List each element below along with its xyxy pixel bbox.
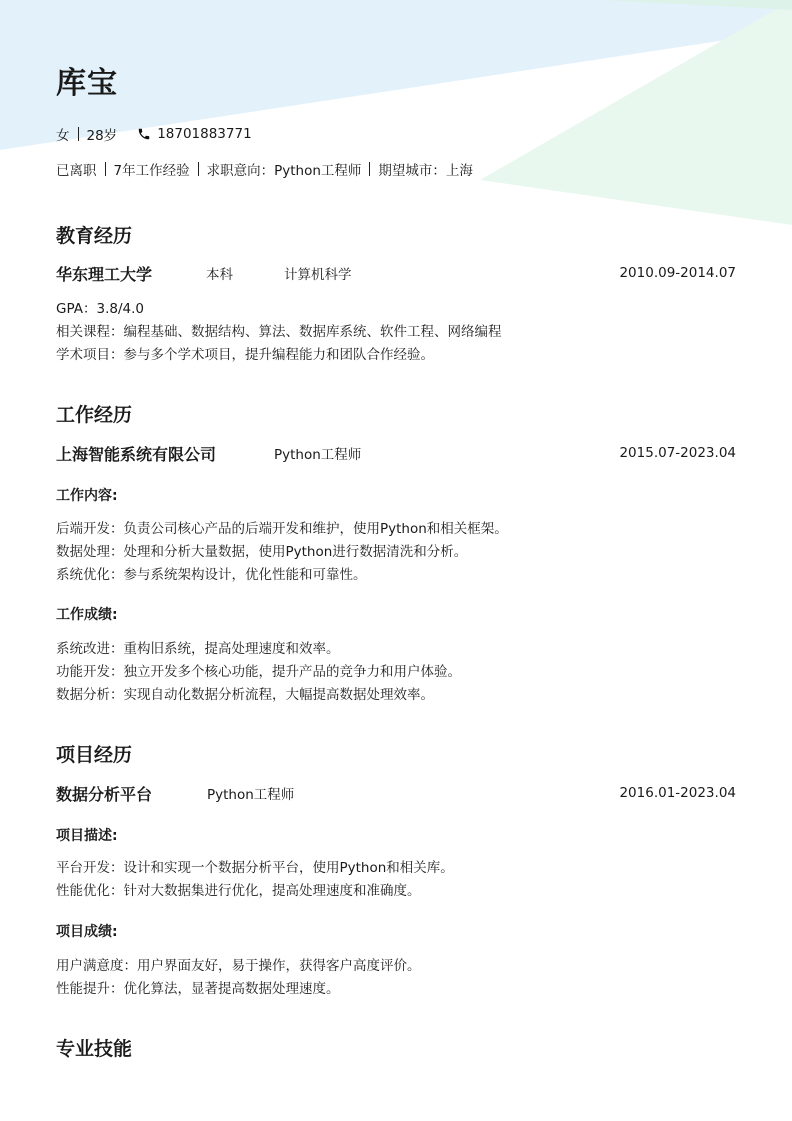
project-desc-title: 项目描述: [56, 828, 118, 844]
skills-section-title: 专业技能 [56, 1038, 133, 1060]
work-content-line: 数据处理：处理和分析大量数据，使用Python进行数据清洗和分析。 [56, 544, 468, 560]
job-role: Python工程师 [274, 447, 362, 463]
work-content-title: 工作内容: [56, 488, 118, 504]
phone-icon [137, 127, 151, 141]
candidate-name: 库宝 [56, 66, 118, 101]
phone-number: 18701883771 [157, 126, 252, 142]
project-entry-header [56, 782, 736, 804]
job-intent: 求职意向：Python工程师 [206, 163, 362, 179]
divider [198, 162, 199, 176]
work-achievements [56, 638, 461, 707]
education-line: GPA：3.8/4.0 [56, 301, 144, 317]
gender: 女 [56, 128, 70, 144]
work-achievement-line: 功能开发：独立开发多个核心功能，提升产品的竞争力和用户体验。 [56, 664, 461, 680]
education-section-title: 教育经历 [56, 225, 133, 247]
header-background [0, 0, 792, 240]
divider [105, 162, 106, 176]
employment-status: 已离职 [56, 163, 97, 179]
degree: 本科 [206, 267, 233, 283]
project-description [56, 857, 454, 903]
work-experience: 7年工作经验 [113, 163, 190, 179]
project-role: Python工程师 [207, 787, 295, 803]
work-date: 2015.07-2023.04 [619, 445, 736, 461]
age: 28岁 [86, 128, 118, 144]
project-section-title: 项目经历 [56, 744, 133, 766]
education-details [56, 298, 502, 367]
job-status-line [56, 159, 473, 179]
school-name: 华东理工大学 [56, 264, 153, 284]
work-content-line: 后端开发：负责公司核心产品的后端开发和维护，使用Python和相关框架。 [56, 521, 508, 537]
project-desc-line: 性能优化：针对大数据集进行优化，提高处理速度和准确度。 [56, 883, 421, 899]
project-result-line: 用户满意度：用户界面友好，易于操作，获得客户高度评价。 [56, 958, 421, 974]
work-section-title: 工作经历 [56, 404, 133, 426]
project-results [56, 955, 421, 1001]
work-achievement-line: 数据分析：实现自动化数据分析流程，大幅提高数据处理效率。 [56, 687, 434, 703]
divider [78, 127, 79, 141]
divider [369, 162, 370, 176]
work-achievements-title: 工作成绩: [56, 607, 118, 623]
project-result-line: 性能提升：优化算法，显著提高数据处理速度。 [56, 981, 340, 997]
project-name: 数据分析平台 [56, 784, 153, 804]
phone-contact [137, 126, 251, 142]
education-entry-header [56, 262, 736, 284]
project-desc-line: 平台开发：设计和实现一个数据分析平台，使用Python和相关库。 [56, 860, 454, 876]
work-achievement-line: 系统改进：重构旧系统，提高处理速度和效率。 [56, 641, 340, 657]
work-content [56, 518, 508, 587]
education-line: 学术项目：参与多个学术项目，提升编程能力和团队合作经验。 [56, 347, 434, 363]
desired-city: 期望城市：上海 [378, 163, 473, 179]
education-date: 2010.09-2014.07 [619, 265, 736, 281]
work-content-line: 系统优化：参与系统架构设计，优化性能和可靠性。 [56, 567, 367, 583]
basic-info [56, 124, 252, 144]
project-results-title: 项目成绩: [56, 924, 118, 940]
education-line: 相关课程：编程基础、数据结构、算法、数据库系统、软件工程、网络编程 [56, 324, 502, 340]
company-name: 上海智能系统有限公司 [56, 444, 217, 464]
work-entry-header [56, 442, 736, 464]
major: 计算机科学 [284, 267, 352, 283]
project-date: 2016.01-2023.04 [619, 785, 736, 801]
